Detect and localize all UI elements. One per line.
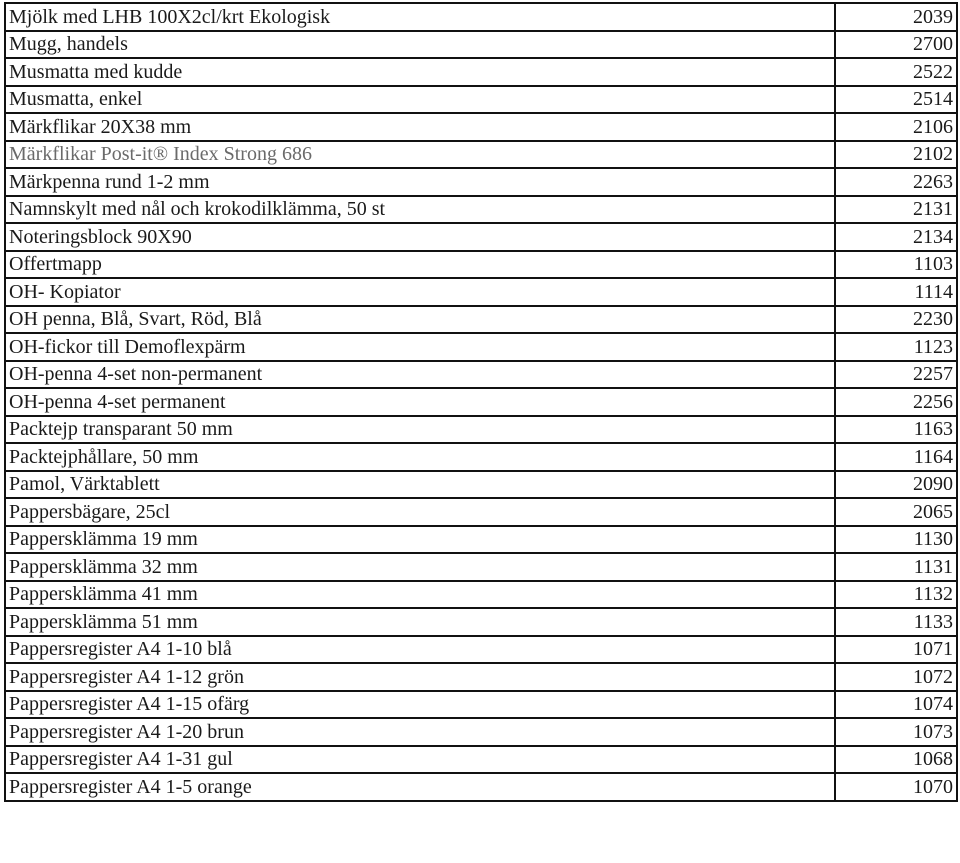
product-name: Märkflikar 20X38 mm: [5, 113, 835, 141]
product-name: Pappersregister A4 1-12 grön: [5, 663, 835, 691]
product-number: 1163: [835, 416, 957, 444]
table-row: [5, 278, 957, 306]
product-name: Pappersklämma 41 mm: [5, 581, 835, 609]
product-number: 2700: [835, 31, 957, 59]
product-number: 1133: [835, 608, 957, 636]
table-row: [5, 718, 957, 746]
product-number: 2263: [835, 168, 957, 196]
table-row: [5, 471, 957, 499]
product-name: OH penna, Blå, Svart, Röd, Blå: [5, 306, 835, 334]
table-row: [5, 636, 957, 664]
table-row: [5, 416, 957, 444]
table-row: [5, 306, 957, 334]
product-number: 2065: [835, 498, 957, 526]
product-number: 1132: [835, 581, 957, 609]
product-number: 2134: [835, 223, 957, 251]
product-number: 1070: [835, 773, 957, 801]
table-row: [5, 608, 957, 636]
product-name: Pappersklämma 51 mm: [5, 608, 835, 636]
product-number: 2131: [835, 196, 957, 224]
table-row: [5, 498, 957, 526]
product-number: 2257: [835, 361, 957, 389]
product-name: OH-fickor till Demoflexpärm: [5, 333, 835, 361]
product-number: 2102: [835, 141, 957, 169]
product-name: Märkpenna rund 1-2 mm: [5, 168, 835, 196]
table-row: [5, 663, 957, 691]
table-row: [5, 3, 957, 31]
table-row: [5, 746, 957, 774]
product-name: Pappersregister A4 1-10 blå: [5, 636, 835, 664]
product-number: 1131: [835, 553, 957, 581]
table-row: [5, 388, 957, 416]
table-row: [5, 691, 957, 719]
product-number: 2106: [835, 113, 957, 141]
product-number: 2522: [835, 58, 957, 86]
product-name: OH-penna 4-set permanent: [5, 388, 835, 416]
product-name: Pappersklämma 19 mm: [5, 526, 835, 554]
product-name: Pamol, Värktablett: [5, 471, 835, 499]
product-number: 2230: [835, 306, 957, 334]
product-number: 1073: [835, 718, 957, 746]
product-name: Märkflikar Post-it® Index Strong 686: [5, 141, 835, 169]
product-name: OH- Kopiator: [5, 278, 835, 306]
table-row: [5, 553, 957, 581]
product-name: Mugg, handels: [5, 31, 835, 59]
product-name: Offertmapp: [5, 251, 835, 279]
table-row: [5, 581, 957, 609]
product-number: 1123: [835, 333, 957, 361]
table-row: [5, 58, 957, 86]
product-number: 1130: [835, 526, 957, 554]
product-name: Pappersregister A4 1-15 ofärg: [5, 691, 835, 719]
table-row: [5, 333, 957, 361]
product-number: 2514: [835, 86, 957, 114]
table-row: [5, 141, 957, 169]
table-row: [5, 168, 957, 196]
product-name: OH-penna 4-set non-permanent: [5, 361, 835, 389]
product-number: 1074: [835, 691, 957, 719]
table-row: [5, 31, 957, 59]
product-number: 1072: [835, 663, 957, 691]
table-row: [5, 223, 957, 251]
table-row: [5, 196, 957, 224]
table-row: [5, 773, 957, 801]
product-name: Noteringsblock 90X90: [5, 223, 835, 251]
product-table: [4, 2, 958, 802]
product-number: 1103: [835, 251, 957, 279]
table-row: [5, 86, 957, 114]
product-name: Musmatta med kudde: [5, 58, 835, 86]
product-number: 1068: [835, 746, 957, 774]
product-number: 2039: [835, 3, 957, 31]
product-table-container: [4, 2, 956, 802]
product-number: 1071: [835, 636, 957, 664]
product-number: 1114: [835, 278, 957, 306]
product-name: Pappersregister A4 1-31 gul: [5, 746, 835, 774]
product-name: Pappersbägare, 25cl: [5, 498, 835, 526]
product-name: Namnskylt med nål och krokodilklämma, 50 st: [5, 196, 835, 224]
product-name: Pappersklämma 32 mm: [5, 553, 835, 581]
product-name: Packtejp transparant 50 mm: [5, 416, 835, 444]
product-number: 2256: [835, 388, 957, 416]
product-name: Packtejphållare, 50 mm: [5, 443, 835, 471]
table-row: [5, 443, 957, 471]
product-number: 1164: [835, 443, 957, 471]
product-name: Mjölk med LHB 100X2cl/krt Ekologisk: [5, 3, 835, 31]
table-row: [5, 251, 957, 279]
product-name: Pappersregister A4 1-20 brun: [5, 718, 835, 746]
product-name: Pappersregister A4 1-5 orange: [5, 773, 835, 801]
table-row: [5, 113, 957, 141]
table-row: [5, 526, 957, 554]
product-name: Musmatta, enkel: [5, 86, 835, 114]
product-number: 2090: [835, 471, 957, 499]
table-row: [5, 361, 957, 389]
